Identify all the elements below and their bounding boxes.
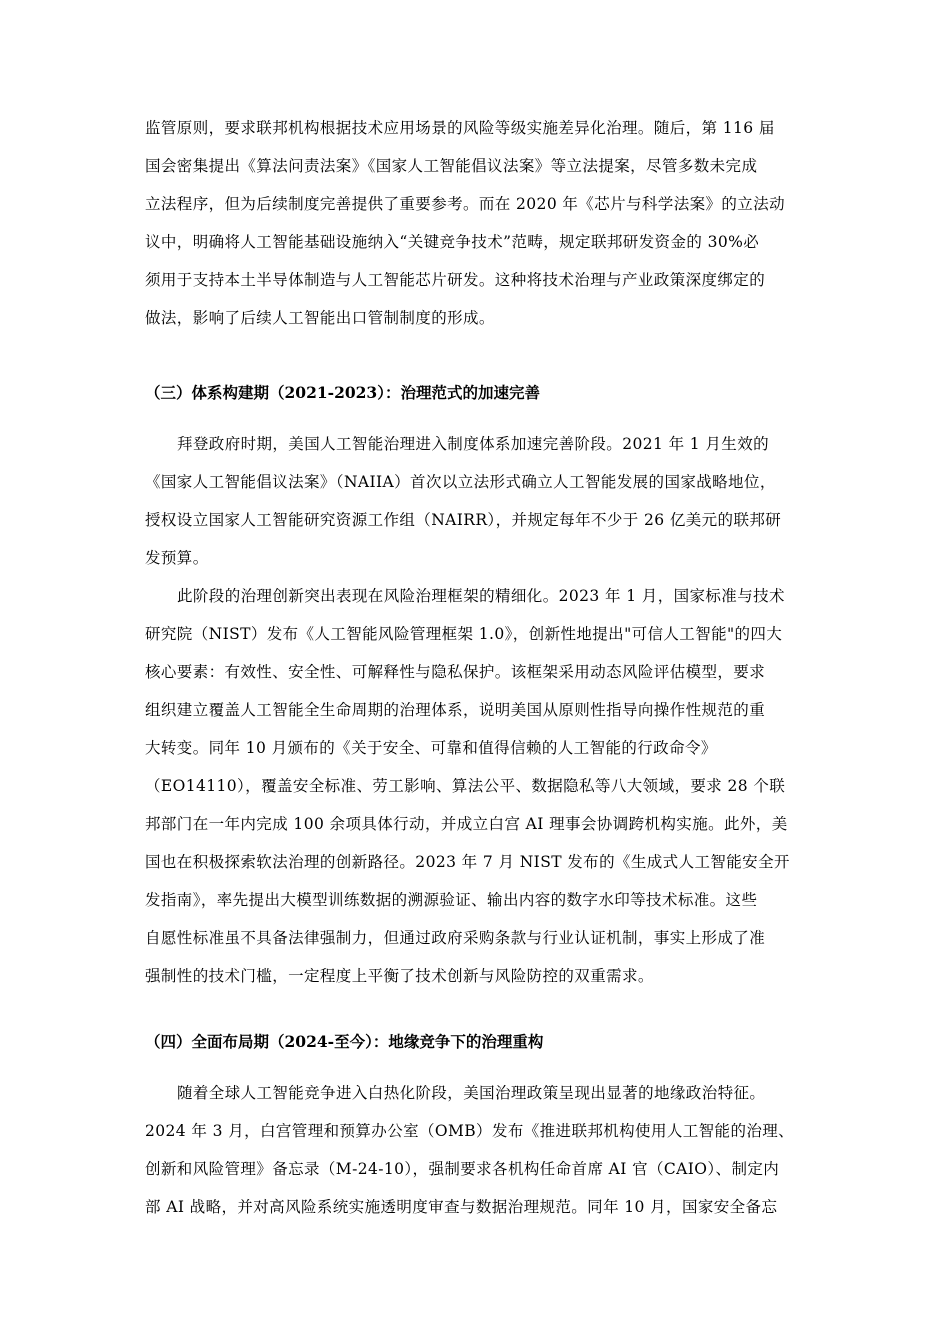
- text-line: 强制性的技术门槛，一定程度上平衡了技术创新与风险防控的双重需求。: [145, 967, 654, 985]
- text-line: 邦部门在一年内完成 100 余项具体行动，并成立白宫 AI 理事会协调跨机构实施。此外，美: [145, 815, 788, 833]
- text-line: 随着全球人工智能竞争进入白热化阶段，美国治理政策呈现出显著的地缘政治特征。: [177, 1084, 766, 1102]
- text-line: 大转变。同年 10 月颁布的《关于安全、可靠和值得信赖的人工智能的行政命令》: [145, 739, 717, 757]
- text-line: 议中，明确将人工智能基础设施纳入“关键竞争技术”范畴，规定联邦研发资金的 30%必: [145, 233, 760, 251]
- text-line: 立法程序，但为后续制度完善提供了重要参考。而在 2020 年《芯片与科学法案》的立法动: [145, 195, 786, 213]
- text-line: 创新和风险管理》备忘录（M-24-10），强制要求各机构任命首席 AI 官（CAIO）、制定内: [145, 1160, 780, 1178]
- section-heading: （四）全面布局期（2024-至今）：地缘竞争下的治理重构: [145, 1032, 544, 1051]
- text-line: （EO14110），覆盖安全标准、劳工影响、算法公平、数据隐私等八大领域，要求 28 个联: [145, 777, 786, 795]
- text-line: 授权设立国家人工智能研究资源工作组（NAIRR），并规定每年不少于 26 亿美元的联邦研: [145, 511, 782, 529]
- section-heading: （三）体系构建期（2021-2023）：治理范式的加速完善: [145, 383, 540, 402]
- text-line: 组织建立覆盖人工智能全生命周期的治理体系，说明美国从原则性指导向操作性规范的重: [145, 701, 766, 719]
- text-line: 做法，影响了后续人工智能出口管制制度的形成。: [145, 309, 495, 327]
- text-line: 2024 年 3 月，白宫管理和预算办公室（OMB）发布《推进联邦机构使用人工智能的治理、: [145, 1122, 795, 1140]
- text-line: 国也在积极探索软法治理的创新路径。2023 年 7 月 NIST 发布的《生成式人工智能安全开: [145, 853, 790, 871]
- text-line: 须用于支持本土半导体制造与人工智能芯片研发。这种将技术治理与产业政策深度绑定的: [145, 271, 766, 289]
- text-line: 《国家人工智能倡议法案》（NAIIA）首次以立法形式确立人工智能发展的国家战略地位，: [145, 473, 776, 491]
- text-line: 发指南》，率先提出大模型训练数据的溯源验证、输出内容的数字水印等技术标准。这些: [145, 891, 758, 909]
- text-line: 研究院（NIST）发布《人工智能风险管理框架 1.0》，创新性地提出"可信人工智能"的四大: [145, 625, 783, 643]
- text-line: 核心要素：有效性、安全性、可解释性与隐私保护。该框架采用动态风险评估模型，要求: [145, 663, 766, 681]
- text-line: 拜登政府时期，美国人工智能治理进入制度体系加速完善阶段。2021 年 1 月生效的: [177, 435, 769, 453]
- text-line: 此阶段的治理创新突出表现在风险治理框架的精细化。2023 年 1 月，国家标准与技术: [177, 587, 785, 605]
- text-line: 部 AI 战略，并对高风险系统实施透明度审查与数据治理规范。同年 10 月，国家安全备忘: [145, 1198, 778, 1216]
- text-line: 发预算。: [145, 549, 209, 567]
- text-line: 监管原则，要求联邦机构根据技术应用场景的风险等级实施差异化治理。随后，第 116 届: [145, 119, 775, 137]
- text-line: 自愿性标准虽不具备法律强制力，但通过政府采购条款与行业认证机制，事实上形成了准: [145, 929, 766, 947]
- text-line: 国会密集提出《算法问责法案》《国家人工智能倡议法案》等立法提案，尽管多数未完成: [145, 157, 758, 175]
